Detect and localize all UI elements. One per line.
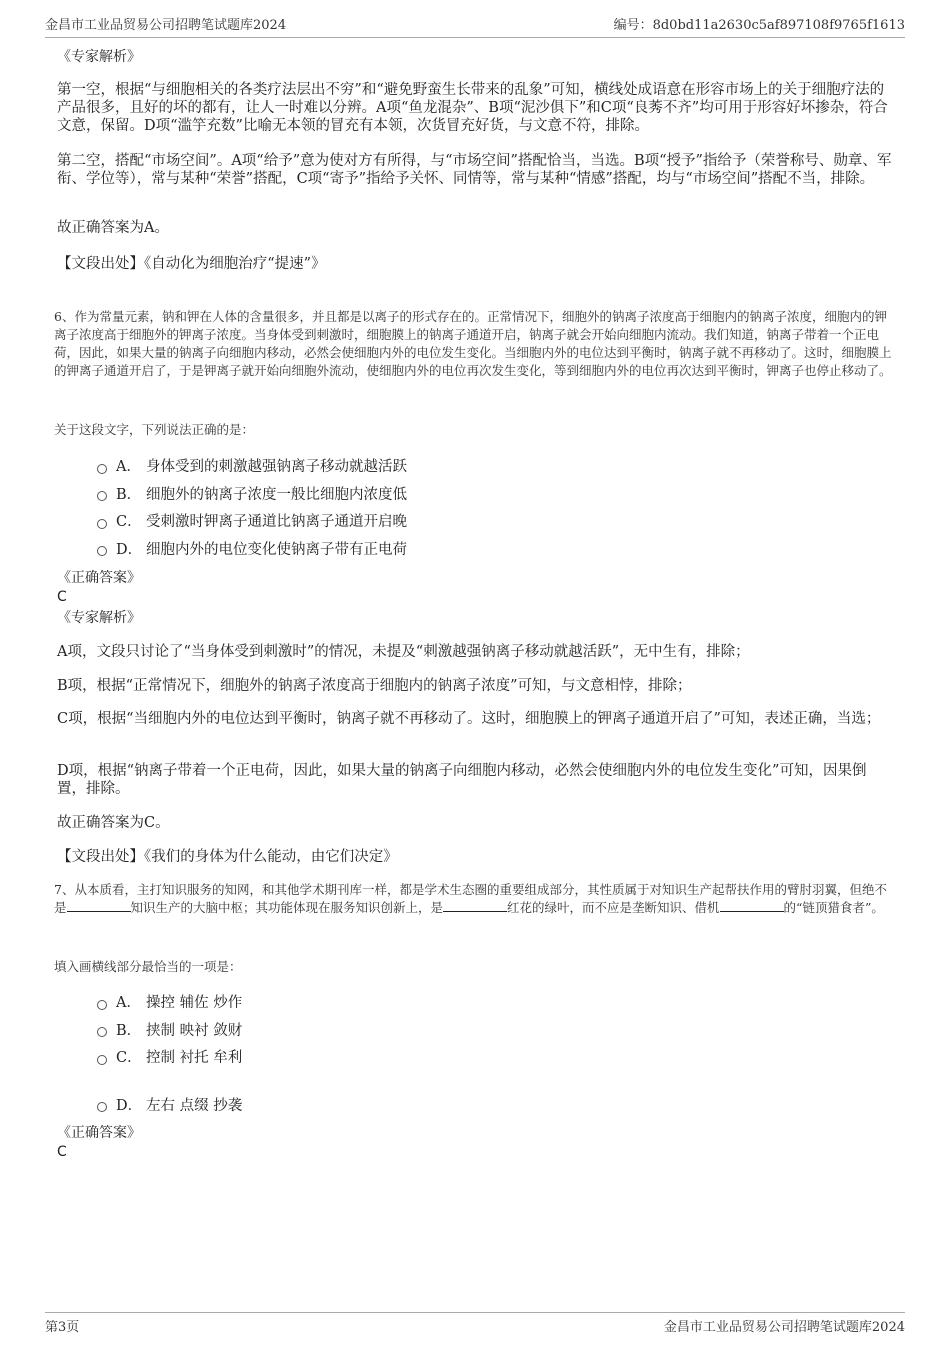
q7-option-d[interactable]: D． 左右 点缀 抄袭	[97, 1091, 892, 1119]
q5-expert-label: 《专家解析》	[57, 49, 141, 65]
q7-option-b[interactable]: B． 挟制 映衬 敛财	[97, 1016, 892, 1044]
q6-analysis-c: C项，根据“当细胞内外的电位达到平衡时，钠离子就不再移动了。这时，细胞膜上的钾离子通道开启了”可知，表述正确，当选；	[57, 711, 881, 727]
q7-prompt: 填入画横线部分最恰当的一项是：	[54, 959, 242, 974]
radio-button-icon[interactable]	[97, 491, 107, 501]
footer-title: 金昌市工业品贸易公司招聘笔试题库2024	[663, 1320, 905, 1335]
q6-options	[57, 452, 892, 562]
q6-option-a[interactable]: A． 身体受到的刺激越强钠离子移动就越活跃	[97, 452, 892, 480]
q6-option-d[interactable]: D． 细胞内外的电位变化使钠离子带有正电荷	[97, 535, 892, 563]
q7-answer-value: C	[57, 1144, 67, 1160]
q6-question-stem: 6、作为常量元素，钠和钾在人体的含量很多，并且都是以离子的形式存在的。正常情况下，细胞外的钠离子浓度高于细胞内的钠离子浓度，细胞内的钾离子浓度高于细胞外的钾离子浓度。当身体受到刺激时，细胞膜上的钠离子通道开启，钠离子就会开始向细胞内流动。我们知道，钠离子带着一个正电荷，因此，如果大量的钠离子向细胞内移动，必然会使细胞内外的电位发生变化。当细胞内外的电位达到平衡时，钠离子就不再移动了。这时，细胞膜上的钾离子通道开启了，于是钾离子就开始向细胞外流动，使细胞内外的电位再次发生变化，等到细胞内外的电位再次达到平衡时，钾离子也停止移动了。	[54, 309, 892, 378]
radio-button-icon[interactable]	[97, 546, 107, 556]
q7-options	[57, 988, 892, 1118]
header-serial-number: 编号：8d0bd11a2630c5af897108f9765f1613	[613, 18, 905, 33]
q7-option-c[interactable]: C． 控制 衬托 牟利	[97, 1043, 892, 1071]
page-footer	[45, 1312, 905, 1335]
q5-source: 【文段出处】《自动化为细胞治疗“提速”》	[57, 256, 326, 272]
page-number: 第3页	[45, 1320, 80, 1335]
q6-answer-value: C	[57, 589, 67, 605]
header-title: 金昌市工业品贸易公司招聘笔试题库2024	[45, 18, 287, 33]
radio-button-icon[interactable]	[97, 1055, 107, 1065]
q5-conclusion: 故正确答案为A。	[57, 220, 169, 236]
q7-question-stem: 7、从本质看，主打知识服务的知网，和其他学术期刊库一样，都是学术生态圈的重要组成部分，其性质属于对知识生产起帮扶作用的臂肘羽翼，但绝不是 知识生产的大脑中枢；其功能体现在服务知识创新上，是 红花的绿叶，而不应是垄断知识、借机 的“链顶猎食者”。	[54, 882, 887, 915]
radio-button-icon[interactable]	[97, 1000, 107, 1010]
q6-option-c[interactable]: C． 受刺激时钾离子通道比钠离子通道开启晚	[97, 507, 892, 535]
radio-button-icon[interactable]	[97, 464, 107, 474]
q6-conclusion: 故正确答案为C。	[57, 815, 170, 831]
q6-option-b[interactable]: B． 细胞外的钠离子浓度一般比细胞内浓度低	[97, 480, 892, 508]
q7-answer-label: 《正确答案》	[57, 1125, 141, 1141]
q6-prompt: 关于这段文字，下列说法正确的是：	[54, 422, 255, 437]
page-header	[45, 14, 905, 38]
radio-button-icon[interactable]	[97, 519, 107, 529]
q6-analysis-b: B项，根据“正常情况下，细胞外的钠离子浓度高于细胞内的钠离子浓度”可知，与文意相悖，排除；	[57, 678, 692, 694]
q5-analysis-paragraph: 第二空，搭配“市场空间”。A项“给予”意为使对方有所得，与“市场空间”搭配恰当，当选。B项“授予”指给予（荣誉称号、勋章、军衔、学位等），常与某种“荣誉”搭配，C项“寄予”指给予关怀、同情等，常与某种“情感”搭配，均与“市场空间”搭配不当，排除。	[57, 153, 892, 187]
radio-button-icon[interactable]	[97, 1027, 107, 1037]
fill-blank-3	[720, 899, 784, 912]
q6-analysis-a: A项，文段只讨论了“当身体受到刺激时”的情况，未提及“刺激越强钠离子移动就越活跃”，无中生有，排除；	[57, 644, 750, 660]
q5-analysis-paragraph: 第一空，根据“与细胞相关的各类疗法层出不穷”和“避免野蛮生长带来的乱象”可知，横线处成语意在形容市场上的关于细胞疗法的产品很多，且好的坏的都有，让人一时难以分辨。A项“鱼龙混杂”、B项“泥沙俱下”和C项“良莠不齐”均可用于形容好坏掺杂，符合文意，保留。D项“滥竽充数”比喻无本领的冒充有本领，次货冒充好货，与文意不符，排除。	[57, 82, 888, 134]
fill-blank-1	[67, 899, 131, 912]
q6-answer-label: 《正确答案》	[57, 570, 141, 586]
fill-blank-2	[443, 899, 507, 912]
q6-source: 【文段出处】《我们的身体为什么能动，由它们决定》	[57, 849, 398, 865]
q6-analysis-d: D项，根据“钠离子带着一个正电荷，因此，如果大量的钠离子向细胞内移动，必然会使细胞内外的电位发生变化”可知，因果倒置，排除。	[57, 763, 867, 797]
radio-button-icon[interactable]	[97, 1102, 107, 1112]
q7-option-a[interactable]: A． 操控 辅佐 炒作	[97, 988, 892, 1016]
q6-expert-label: 《专家解析》	[57, 610, 141, 626]
